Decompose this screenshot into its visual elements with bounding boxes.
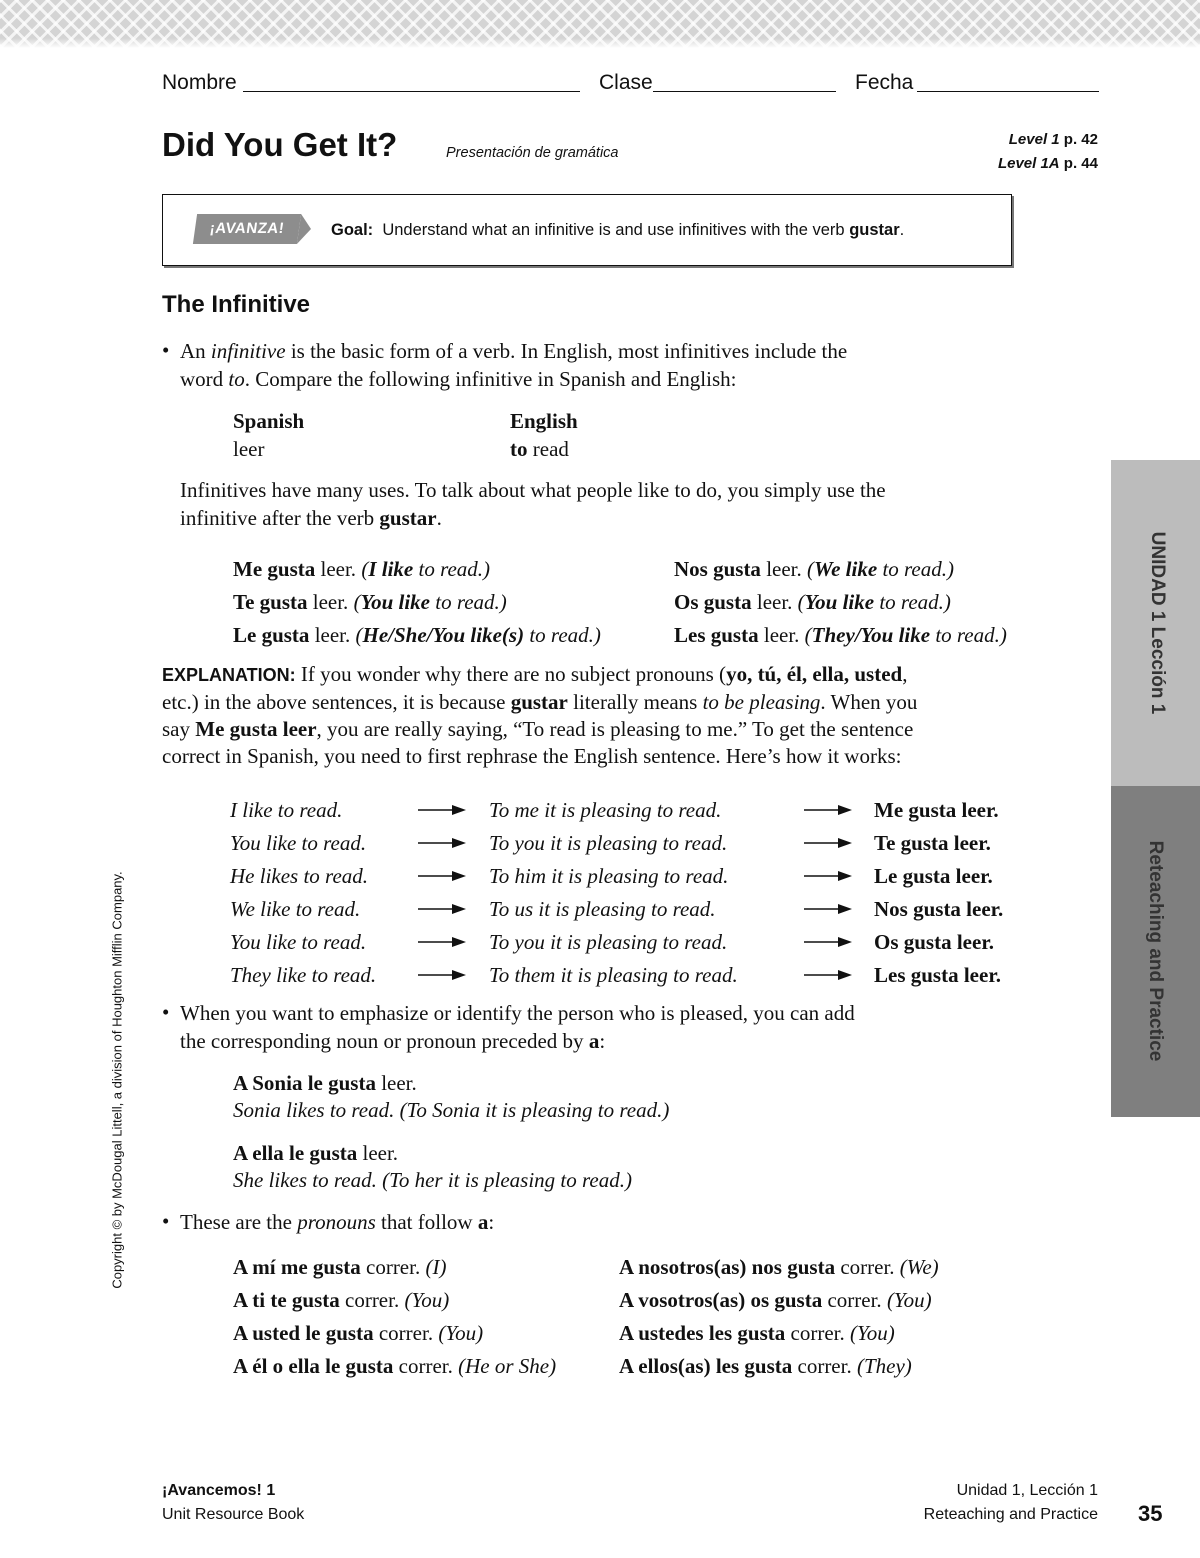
footer-section: Reteaching and Practice — [923, 1506, 1098, 1523]
pronoun-row: A ustedes les gusta correr. (You) — [619, 1321, 895, 1345]
conjugation-row: Os gusta leer. (You like to read.) — [674, 590, 951, 614]
arrow-right-icon — [418, 968, 466, 982]
emphasis-example-ella: A ella le gusta leer. She likes to read. (To her it is pleasing to read.) — [233, 1141, 632, 1192]
bullet-marker: • — [162, 1000, 170, 1024]
pronoun-row: A ellos(as) les gusta correr. (They) — [619, 1354, 912, 1378]
class-field-line[interactable] — [653, 91, 836, 92]
footer-unit: Unidad 1, Lección 1 — [956, 1482, 1098, 1499]
pronoun-row: A vosotros(as) os gusta correr. (You) — [619, 1288, 932, 1312]
pronoun-row: A ti te gusta correr. (You) — [233, 1288, 450, 1312]
arrow-right-icon — [418, 836, 466, 850]
pronoun-row: A él o ella le gusta correr. (He or She) — [233, 1354, 557, 1378]
infinitive-uses-paragraph: Infinitives have many uses. To talk about what people like to do, you simply use the infinitive after the verb gustar. — [180, 478, 886, 530]
name-label: Nombre — [162, 71, 237, 94]
arrow-right-icon — [804, 803, 852, 817]
page-number: 35 — [1138, 1501, 1163, 1526]
footer-book-subtitle: Unit Resource Book — [162, 1506, 305, 1523]
conjugation-row: Nos gusta leer. (We like to read.) — [674, 557, 954, 581]
side-tab-section — [1111, 786, 1200, 1117]
arrow-right-icon — [804, 869, 852, 883]
decorative-header-band — [0, 0, 1200, 48]
conjugation-row: Me gusta leer. (I like to read.) — [233, 557, 491, 581]
conjugation-row: Les gusta leer. (They/You like to read.) — [674, 623, 1007, 647]
conjugation-row: Te gusta leer. (You like to read.) — [233, 590, 507, 614]
arrow-right-icon — [804, 935, 852, 949]
emphasis-example-sonia: A Sonia le gusta leer. Sonia likes to read. (To Sonia it is pleasing to read.) — [233, 1071, 670, 1122]
side-tab-section-label: Reteaching and Practice — [1145, 840, 1166, 1062]
level-1a-reference: Level 1A p. 44 — [997, 155, 1098, 172]
side-tab-unit-label: UNIDAD 1 Lección 1 — [1147, 531, 1168, 715]
pronoun-row: A mí me gusta correr. (I) — [233, 1255, 447, 1279]
arrow-right-icon — [418, 803, 466, 817]
conjugation-row: Le gusta leer. (He/She/You like(s) to read.) — [233, 623, 601, 647]
infinitive-definition: An infinitive is the basic form of a verb. In English, most infinitives include the word to. Compare the following infinitive in Spanish and English: — [180, 339, 848, 391]
rephrase-pleasing-column: To me it is pleasing to read. To you it is pleasing to read. To him it is pleasing to read. To us it is pleasing to read. To you it is pleasing to read. To them it is pleasing to read. — [489, 798, 738, 987]
date-field-line[interactable] — [917, 91, 1099, 92]
section-heading: The Infinitive — [162, 291, 311, 318]
arrow-right-icon — [418, 902, 466, 916]
pronouns-intro: These are the pronouns that follow a: — [180, 1210, 495, 1234]
level-1-reference: Level 1 p. 42 — [1008, 131, 1098, 148]
english-column: English to read — [510, 409, 578, 461]
arrow-right-icon — [418, 935, 466, 949]
arrow-right-icon — [804, 968, 852, 982]
conjugation-column-singular — [233, 553, 601, 652]
footer-book-title: ¡Avancemos! 1 — [162, 1482, 276, 1499]
goal-statement: Goal: Understand what an infinitive is and use infinitives with the verb gustar. — [331, 221, 905, 239]
side-tab-unit — [1111, 460, 1200, 786]
rephrase-english-column: I like to read. You like to read. He likes to read. We like to read. You like to read. They like to read. — [230, 798, 377, 987]
page-title: Did You Get It? — [162, 126, 398, 163]
pronoun-row: A nosotros(as) nos gusta correr. (We) — [619, 1255, 939, 1279]
copyright-notice: Copyright © by McDougal Littell, a division of Houghton Mifflin Company. — [109, 871, 125, 1289]
date-label: Fecha — [855, 71, 914, 94]
arrow-right-icon — [804, 836, 852, 850]
conjugation-column-plural — [674, 553, 1007, 652]
spanish-column: Spanish leer — [233, 409, 305, 461]
name-field-line[interactable] — [243, 91, 580, 92]
bullet-marker: • — [162, 338, 170, 362]
emphasis-paragraph: When you want to emphasize or identify the person who is pleased, you can add the corresponding noun or pronoun preceded by a: — [180, 1001, 855, 1053]
page-subtitle: Presentación de gramática — [446, 145, 619, 161]
explanation-paragraph: EXPLANATION: If you wonder why there are no subject pronouns (yo, tú, él, ella, usted, etc.) in the above sentences, it is because gustar literally means to be pleasing. When you say Me gusta leer, you are really saying, “To read is pleasing to me.” To get the sentence correct in Spanish, you need to first rephrase the English sentence. Here’s how it works: — [162, 662, 918, 768]
class-label: Clase — [599, 71, 653, 94]
arrow-right-icon — [804, 902, 852, 916]
rephrase-spanish-column: Me gusta leer. Te gusta leer. Le gusta leer. Nos gusta leer. Os gusta leer. Les gusta leer. — [874, 798, 1004, 987]
avanza-badge: ¡AVANZA! — [193, 214, 301, 244]
pronoun-column-singular — [233, 1251, 556, 1383]
pronoun-row: A usted le gusta correr. (You) — [233, 1321, 484, 1345]
arrow-right-icon — [418, 869, 466, 883]
bullet-marker: • — [162, 1209, 170, 1233]
pronoun-column-plural — [619, 1251, 939, 1383]
